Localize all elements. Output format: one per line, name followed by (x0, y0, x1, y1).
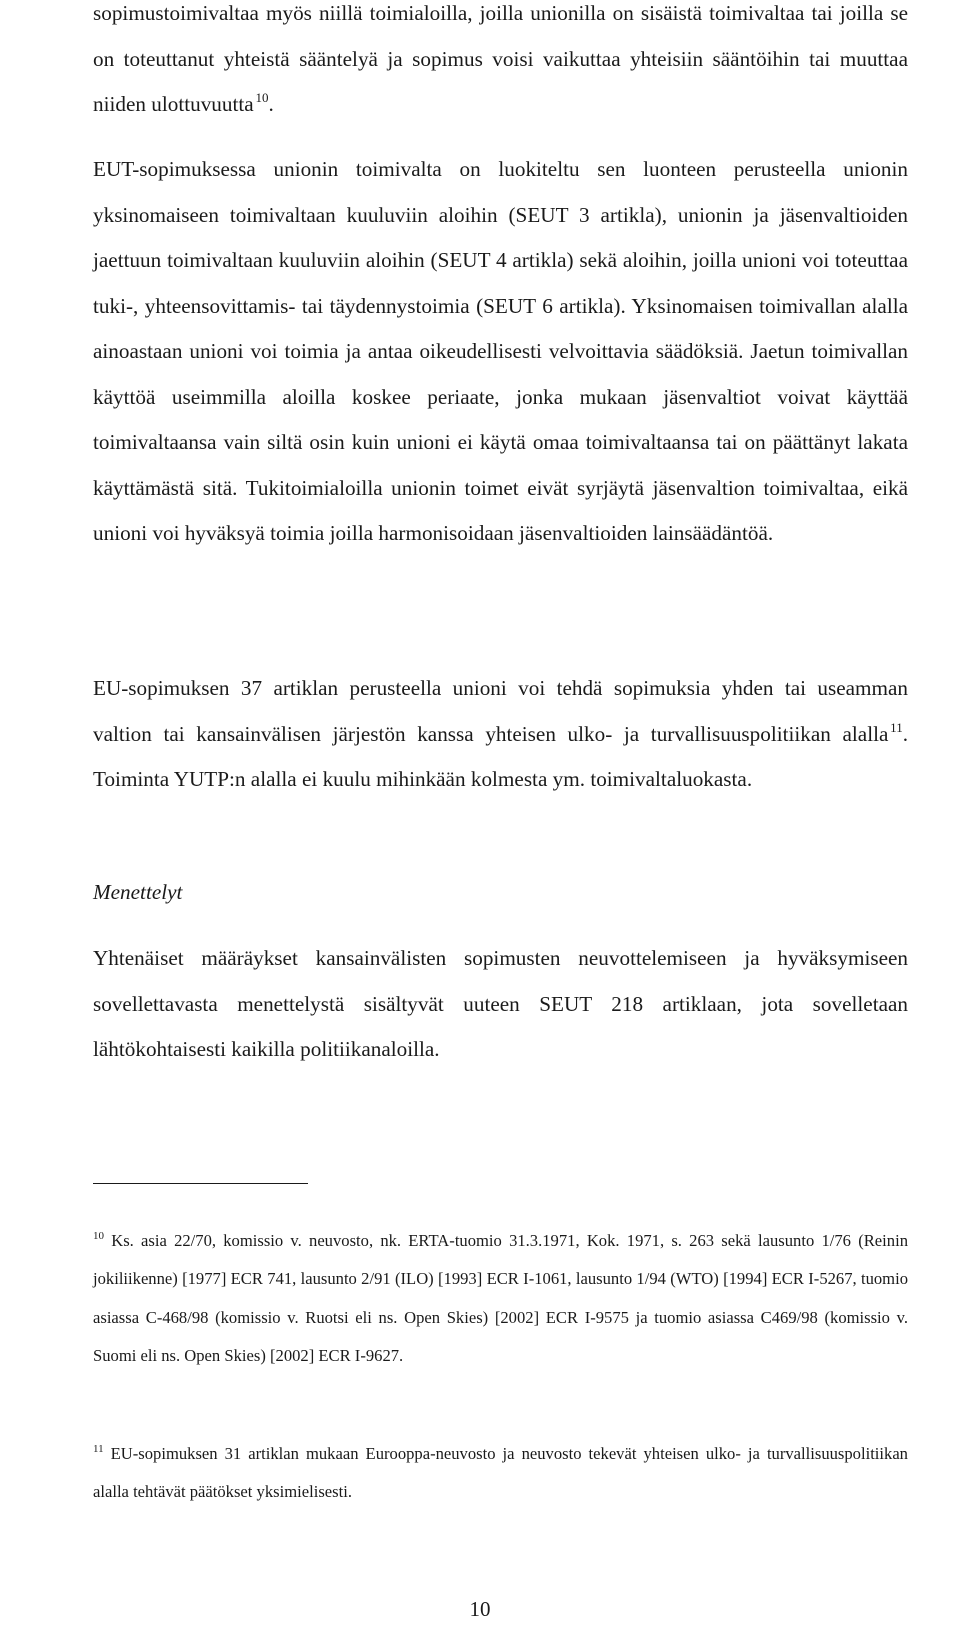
footnote-11 (93, 1435, 908, 1512)
paragraph-text-end: . (268, 92, 274, 116)
body-paragraph-4: Yhtenäiset määräykset kansainvälisten sopimusten neuvottelemiseen ja hyväksymiseen sovellettavasta menettelystä sisältyvät uuteen SEUT 218 artiklaan, jota sovelletaan lähtökohtaisesti kaikilla politiikanaloilla. (93, 946, 908, 1061)
footnote-text: EU-sopimuksen 31 artiklan mukaan Eurooppa-neuvosto ja neuvosto tekevät yhteisen ulko- ja turvallisuuspolitiikan alalla tehtävät päätökset yksimielisesti. (93, 1444, 908, 1502)
footnote-10 (93, 1222, 908, 1375)
paragraph-text: sopimustoimivaltaa myös niillä toimialoilla, joilla unionilla on sisäistä toimivaltaa tai joilla se on toteuttanut yhteistä sääntelyä ja sopimus voisi vaikuttaa yhteisiin sääntöihin tai muuttaa niiden ulottuvuutta (93, 1, 908, 116)
body-paragraph-3 (93, 666, 908, 803)
body-paragraph-1 (93, 0, 908, 128)
footnote-separator (93, 1183, 308, 1184)
paragraph-text: EU-sopimuksen 37 artiklan perusteella unioni voi tehdä sopimuksia yhden tai useamman valtion tai kansainvälisen järjestön kanssa yhteisen ulko- ja turvallisuuspolitiikan alalla (93, 676, 908, 746)
page-number: 10 (469, 1597, 491, 1621)
footnote-text: Ks. asia 22/70, komissio v. neuvosto, nk. ERTA-tuomio 31.3.1971, Kok. 1971, s. 263 sekä lausunto 1/76 (Reinin jokiliikenne) [1977] ECR 741, lausunto 2/91 (ILO) [1993] ECR I-1061, lausunto 1/94 (WTO) [1994] ECR I-5267, tuomio asiassa C-468/98 (komissio v. Ruotsi eli ns. Open Skies) [2002] ECR I-9575 ja tuomio asiassa C469/98 (komissio v. Suomi eli ns. Open Skies) [2002] ECR I-9627. (93, 1231, 908, 1365)
section-heading: Menettelyt (93, 880, 183, 904)
footnote-number: 11 (93, 1443, 104, 1455)
footnote-ref-11[interactable]: 11 (890, 719, 903, 735)
footnote-ref-10[interactable]: 10 (255, 90, 269, 105)
body-paragraph-2: EUT-sopimuksessa unionin toimivalta on luokiteltu sen luonteen perusteella unionin yksinomaiseen toimivaltaan kuuluviin aloihin (SEUT 3 artikla), unionin ja jäsenvaltioiden jaettuun toimivaltaan kuuluviin aloihin (SEUT 4 artikla) sekä aloihin, joilla unioni voi toteuttaa tuki-, yhteensovittamis- tai täydennystoimia (SEUT 6 artikla). Yksinomaisen toimivallan alalla ainoastaan unioni voi toimia ja antaa oikeudellisesti velvoittavia säädöksiä. Jaetun toimivallan käyttöä useimmilla aloilla koskee periaate, jonka mukaan jäsenvaltiot voivat käyttää toimivaltaansa vain siltä osin kuin unioni ei käytä omaa toimivaltaansa tai on päättänyt lakata käyttämästä sitä. Tukitoimialoilla unionin toimet eivät syrjäytä jäsenvaltion toimivaltaa, eikä unioni voi hyväksyä toimia joilla harmonisoidaan jäsenvaltioiden lainsäädäntöä. (93, 157, 908, 545)
footnote-number: 10 (93, 1230, 104, 1242)
paragraph-text-end: . Toiminta YUTP:n alalla ei kuulu mihinkään kolmesta ym. toimivaltaluokasta. (93, 721, 908, 791)
